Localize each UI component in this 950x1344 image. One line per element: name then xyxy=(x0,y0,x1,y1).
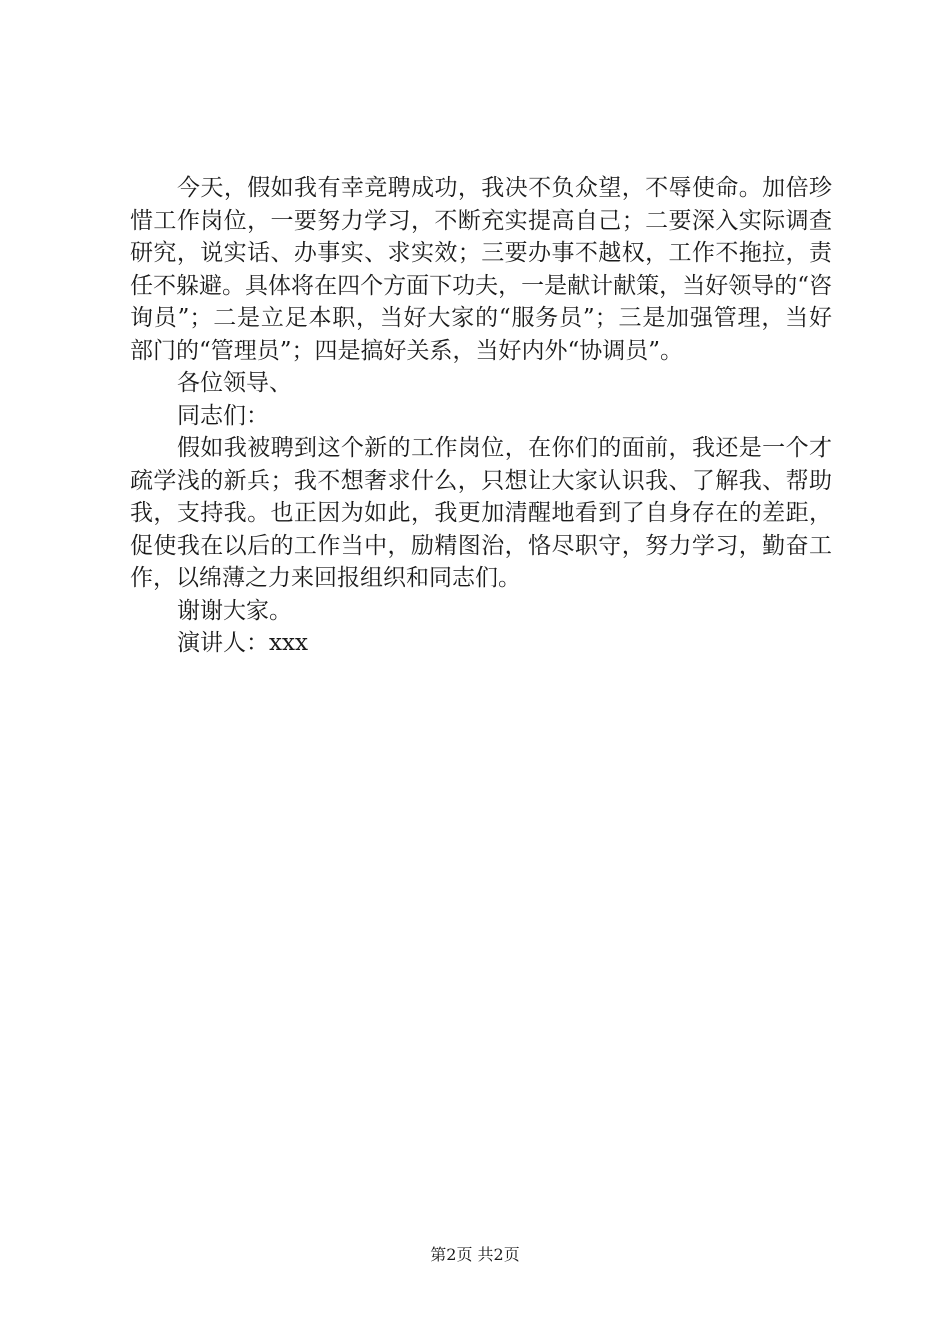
paragraph-commitment: 今天，假如我有幸竞聘成功，我决不负众望，不辱使命。加倍珍惜工作岗位，一要努力学习，不断充实提高自己；二要深入实际调查研究，说实话、办事实、求实效；三要办事不越权，工作不拖拉，责任不躲避。具体将在四个方面下功夫，一是献计献策，当好领导的“咨询员”；二是立足本职，当好大家的“服务员”；三是加强管理，当好部门的“管理员”；四是搞好关系，当好内外“协调员”。 xyxy=(130,175,832,364)
salutation-comrades: 同志们： xyxy=(177,402,269,429)
paragraph-closing: 假如我被聘到这个新的工作岗位，在你们的面前，我还是一个才疏学浅的新兵；我不想奢求什么，只想让大家认识我、了解我、帮助我，支持我。也正因为如此，我更加清醒地看到了自身存在的差距，促使我在以后的工作当中，励精图治，恪尽职守，努力学习，勤奋工作，以绵薄之力来回报组织和同志们。 xyxy=(130,435,832,591)
page-footer: 第2页 共2页 xyxy=(430,1245,520,1264)
salutation-leaders: 各位领导、 xyxy=(177,370,292,396)
speaker-line: 演讲人：xxx xyxy=(177,630,308,656)
document-body xyxy=(130,172,832,660)
thanks-line: 谢谢大家。 xyxy=(177,597,292,624)
